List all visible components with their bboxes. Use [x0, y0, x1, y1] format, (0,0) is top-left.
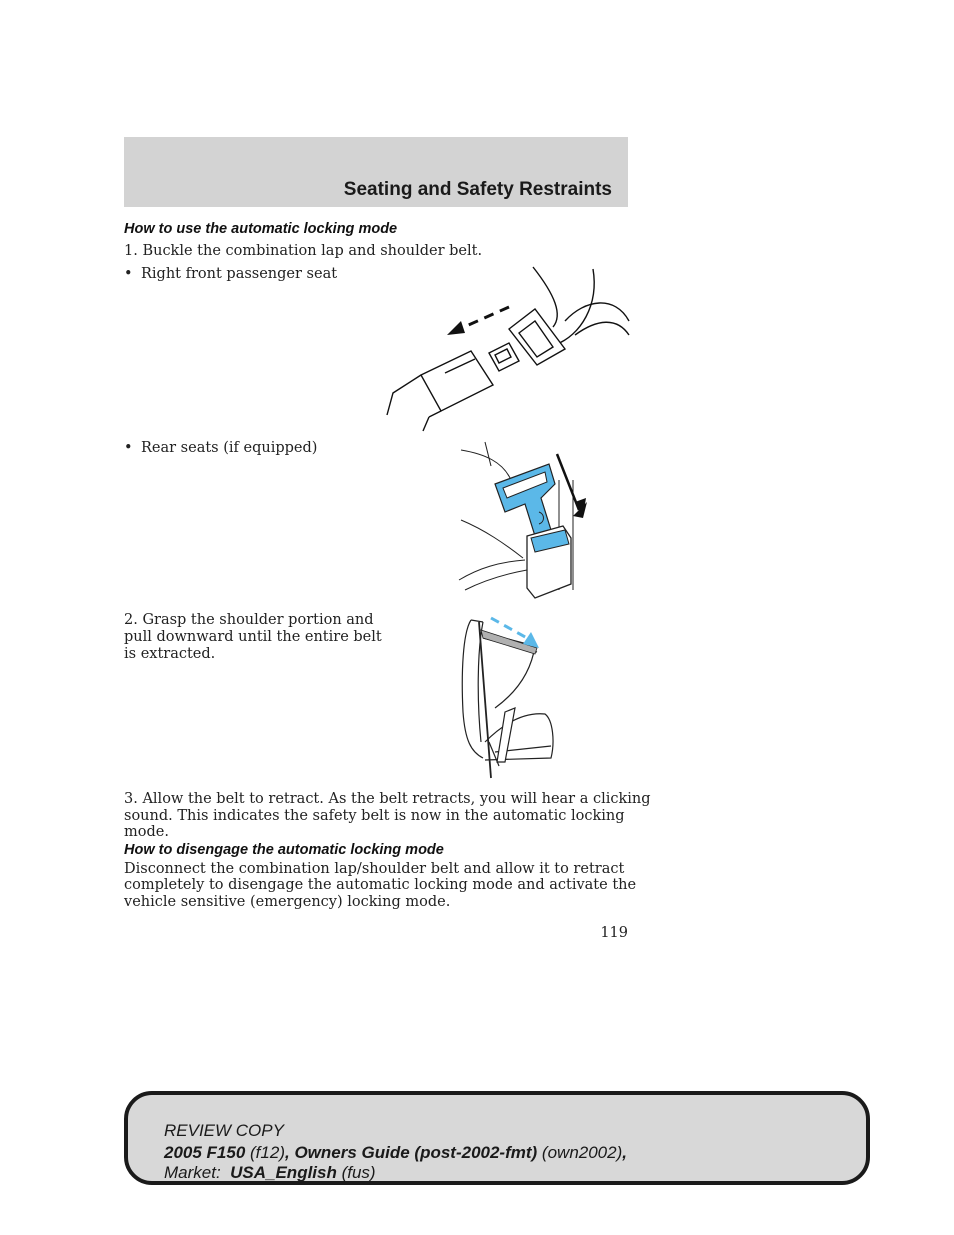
bullet-dot: • [124, 266, 133, 282]
seat-belt-pull-illustration [455, 612, 560, 780]
step-3-line-2: sound. This indicates the safety belt is now in the automatic locking [124, 808, 625, 824]
step-2-line-3: is extracted. [124, 646, 216, 662]
footer-guide: Owners Guide (post-2002-fmt) [294, 1143, 538, 1162]
disengage-line-2: completely to disengage the automatic locking mode and activate the [124, 877, 637, 893]
bullet-rear-label: Rear seats (if equipped) [141, 440, 318, 456]
step-3-line-1: 3. Allow the belt to retract. As the belt retracts, you will hear a clicking [124, 791, 651, 807]
buckle-insert-illustration [385, 265, 630, 435]
disengage-line-1: Disconnect the combination lap/shoulder belt and allow it to retract [124, 861, 625, 877]
bullet-rear-seat [124, 440, 317, 456]
step-3-line-3: mode. [124, 824, 169, 840]
footer-guide-code: (own2002) [537, 1143, 623, 1162]
disengage-line-3: vehicle sensitive (emergency) locking mode. [124, 894, 451, 910]
section-title: Seating and Safety Restraints [343, 179, 612, 200]
footer-sep-1: , [284, 1143, 295, 1162]
review-copy-footer [124, 1091, 870, 1185]
footer-model-code: (f12) [245, 1143, 285, 1162]
page-number: 119 [600, 925, 628, 941]
section-header-band [124, 137, 628, 207]
footer-market-label: Market: [164, 1163, 231, 1182]
footer-market-line [164, 1163, 376, 1183]
bullet-dot: • [124, 440, 133, 456]
heading-use-locking-mode: How to use the automatic locking mode [124, 221, 398, 237]
rear-buckle-illustration [455, 440, 590, 605]
footer-market: USA_English [230, 1163, 337, 1182]
step-2-line-1: 2. Grasp the shoulder portion and [124, 612, 374, 628]
footer-model: 2005 F150 [164, 1143, 246, 1162]
footer-market-code: (fus) [336, 1163, 376, 1182]
footer-sep-2: , [622, 1143, 627, 1162]
step-1-text: 1. Buckle the combination lap and shoulder belt. [124, 243, 483, 259]
bullet-front-seat [124, 266, 337, 282]
footer-review-label: REVIEW COPY [164, 1121, 284, 1140]
footer-model-line [164, 1143, 627, 1163]
step-2-line-2: pull downward until the entire belt [124, 629, 382, 645]
heading-disengage-locking-mode: How to disengage the automatic locking mode [124, 842, 444, 858]
bullet-front-label: Right front passenger seat [141, 266, 338, 282]
